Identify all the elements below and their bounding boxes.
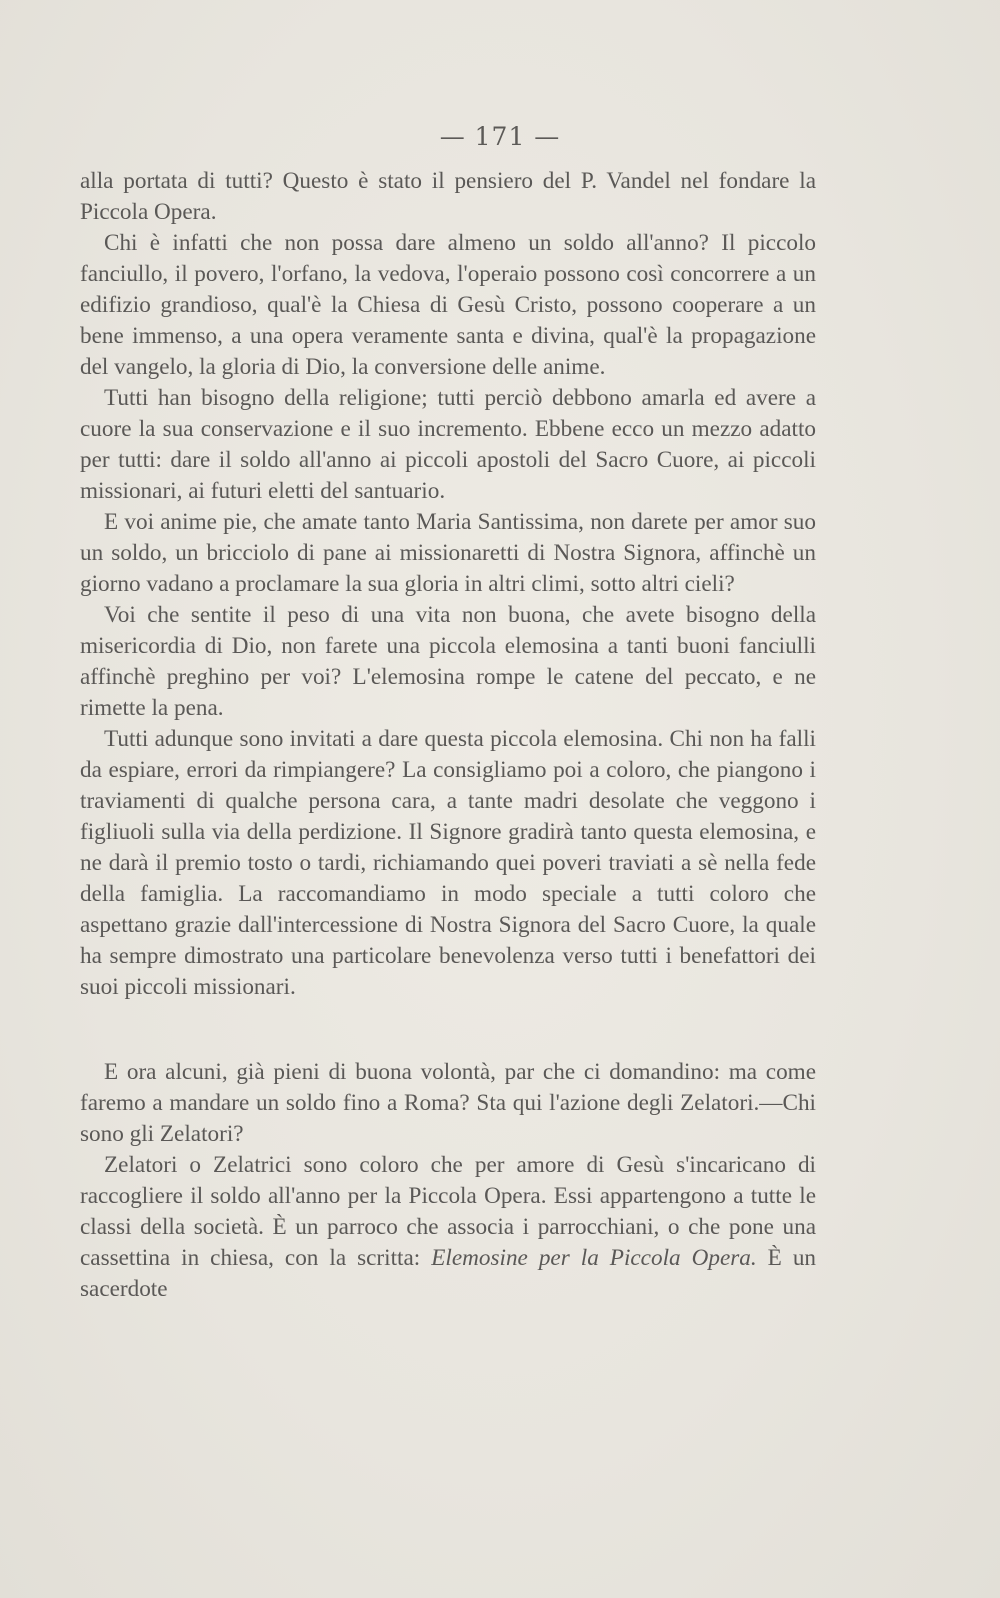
page-number: — 171 — (439, 122, 561, 151)
paragraph-2: Chi è infatti che non possa dare almeno un soldo all'anno? Il piccolo fanciullo, il povero, l'orfano, la vedova, l'operaio possono così concorrere a un edifizio grandioso, qual'è la Chiesa di Gesù Cristo, possono cooperare a un bene immenso, a una opera veramente santa e divina, qual'è la propagazione del vangelo, la gloria di Dio, la conversione delle anime. (80, 230, 816, 380)
paragraph-7: E ora alcuni, già pieni di buona volontà, par che ci domandino: ma come faremo a mandare un soldo fino a Roma? Sta qui l'azione degli Zelatori.—Chi sono gli Zelatori? (80, 1059, 816, 1147)
paragraph-8-text: Zelatori o Zelatrici sono coloro che per amore di Gesù s'incaricano di raccogliere il soldo all'anno per la Piccola Opera. Essi appartengono a tutte le classi della società. È un parroco che associa i parrocchiani, o che pone una cassettina in chiesa, con la scritta: (80, 1152, 816, 1271)
paragraph-8 (80, 1150, 816, 1305)
paragraph-5: Voi che sentite il peso di una vita non buona, che avete bisogno della misericordia di Dio, non farete una piccola elemosina a tanti buoni fanciulli affinchè preghino per voi? L'elemosina rompe le catene del peccato, e ne rimette la pena. (80, 602, 816, 721)
inscription-text: Elemosine per la Piccola Opera. (431, 1245, 757, 1271)
paragraph-6: Tutti adunque sono invitati a dare questa piccola elemosina. Chi non ha falli da espiare, errori da rimpiangere? La consigliamo poi a coloro, che piangono i traviamenti di qualche persona cara, a tante madri desolate che veggono i figliuoli sulla via della perdizione. Il Signore gradirà tanto questa elemosina, e ne darà il premio tosto o tardi, richiamando quei poveri traviati a sè nella fede della famiglia. La raccomandiamo in modo speciale a tutti coloro che aspettano grazie dall'intercessione di Nostra Signora del Sacro Cuore, la quale ha sempre dimostrato una particolare benevolenza verso tutti i benefattori dei suoi piccoli missionari. (80, 726, 816, 1000)
paragraph-4: E voi anime pie, che amate tanto Maria Santissima, non darete per amor suo un soldo, un bricciolo di pane ai missionaretti di Nostra Signora, affinchè un giorno vadano a proclamare la sua gloria in altri climi, sotto altri cieli? (80, 509, 816, 597)
body-text (80, 166, 816, 1305)
paragraph-3: Tutti han bisogno della religione; tutti perciò debbono amarla ed avere a cuore la sua conservazione e il suo incremento. Ebbene ecco un mezzo adatto per tutti: dare il soldo all'anno ai piccoli apostoli del Sacro Cuore, ai piccoli missionari, ai futuri eletti del santuario. (80, 385, 816, 504)
paragraph-8-tail: È un sacerdote (80, 1245, 817, 1302)
paragraph-1: alla portata di tutti? Questo è stato il pensiero del P. Vandel nel fondare la Piccola Opera. (80, 168, 816, 225)
